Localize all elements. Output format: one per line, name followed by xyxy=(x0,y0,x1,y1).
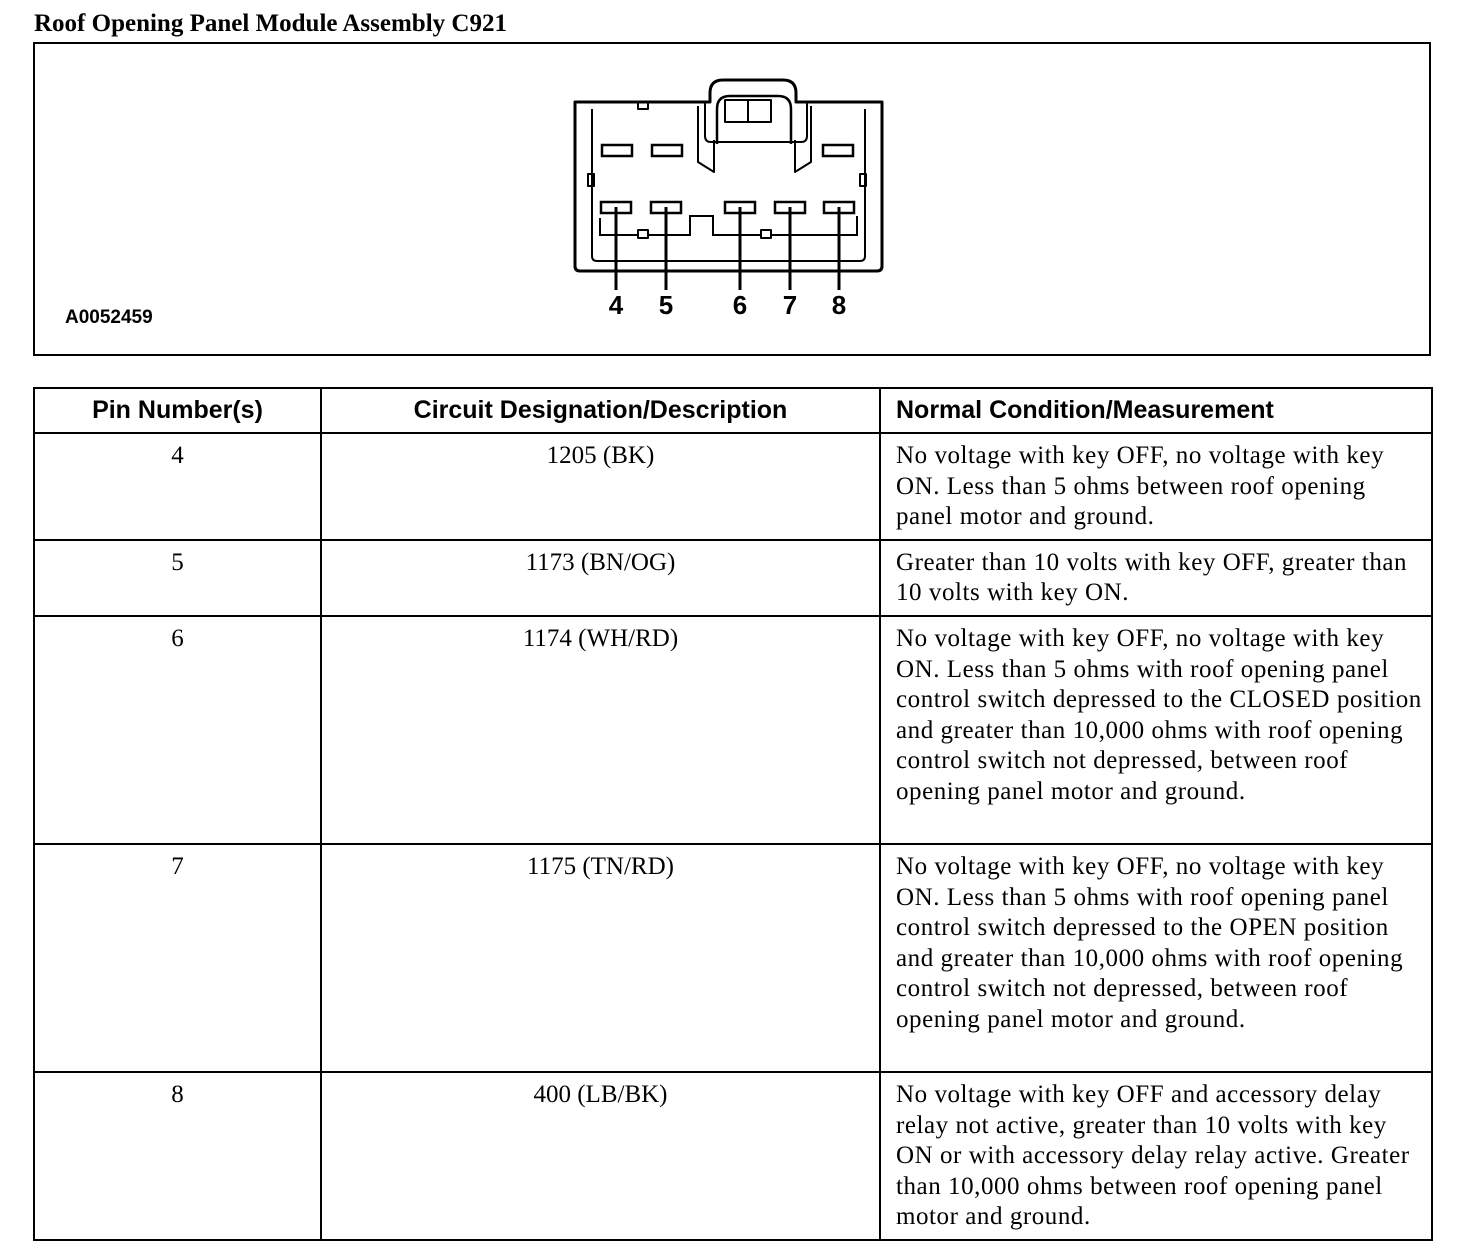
header-circuit-designation: Circuit Designation/Description xyxy=(321,388,880,433)
table-row xyxy=(34,616,1432,844)
table-row xyxy=(34,540,1432,616)
condition-cell: Greater than 10 volts with key OFF, greater than 10 volts with key ON. xyxy=(880,540,1432,616)
pin-number-cell: 7 xyxy=(34,844,321,1072)
pin-number-cell: 5 xyxy=(34,540,321,616)
upper-terminal-cavities xyxy=(602,145,853,156)
page-title: Roof Opening Panel Module Assembly C921 xyxy=(34,10,507,37)
figure-id: A0052459 xyxy=(65,307,153,328)
pin-table xyxy=(33,387,1433,1241)
condition-cell: No voltage with key OFF, no voltage with key ON. Less than 5 ohms between roof opening panel motor and ground. xyxy=(880,433,1432,540)
condition-cell: No voltage with key OFF and accessory delay relay not active, greater than 10 volts with key ON or with accessory delay relay active. Greater than 10,000 ohms between roof opening panel motor and ground. xyxy=(880,1072,1432,1240)
condition-cell: No voltage with key OFF, no voltage with key ON. Less than 5 ohms with roof opening panel control switch depressed to the CLOSED position and greater than 10,000 ohms with roof opening control switch not depressed, between roof opening panel motor and ground. xyxy=(880,616,1432,844)
connector-diagram-panel xyxy=(33,42,1431,356)
pin-number-cell: 4 xyxy=(34,433,321,540)
circuit-cell: 400 (LB/BK) xyxy=(321,1072,880,1240)
connector-outline xyxy=(575,80,882,271)
pin-label-4: 4 xyxy=(608,290,624,320)
condition-cell: No voltage with key OFF, no voltage with key ON. Less than 5 ohms with roof opening panel control switch depressed to the OPEN position and greater than 10,000 ohms with roof opening control switch not depressed, between roof opening panel motor and ground. xyxy=(880,844,1432,1072)
pin-number-cell: 8 xyxy=(34,1072,321,1240)
pin-leader-lines xyxy=(616,207,839,290)
circuit-cell: 1173 (BN/OG) xyxy=(321,540,880,616)
table-row xyxy=(34,844,1432,1072)
pin-label-6: 6 xyxy=(732,290,748,320)
pin-label-7: 7 xyxy=(782,290,798,320)
table-row xyxy=(34,433,1432,540)
pin-number-cell: 6 xyxy=(34,616,321,844)
pin-label-8: 8 xyxy=(831,290,847,320)
circuit-cell: 1174 (WH/RD) xyxy=(321,616,880,844)
connector-face-diagram xyxy=(35,44,1429,354)
table-row xyxy=(34,1072,1432,1240)
table-header-row xyxy=(34,388,1432,433)
circuit-cell: 1175 (TN/RD) xyxy=(321,844,880,1072)
circuit-cell: 1205 (BK) xyxy=(321,433,880,540)
pin-label-5: 5 xyxy=(658,290,674,320)
header-pin-numbers: Pin Number(s) xyxy=(34,388,321,433)
header-normal-condition: Normal Condition/Measurement xyxy=(880,388,1432,433)
